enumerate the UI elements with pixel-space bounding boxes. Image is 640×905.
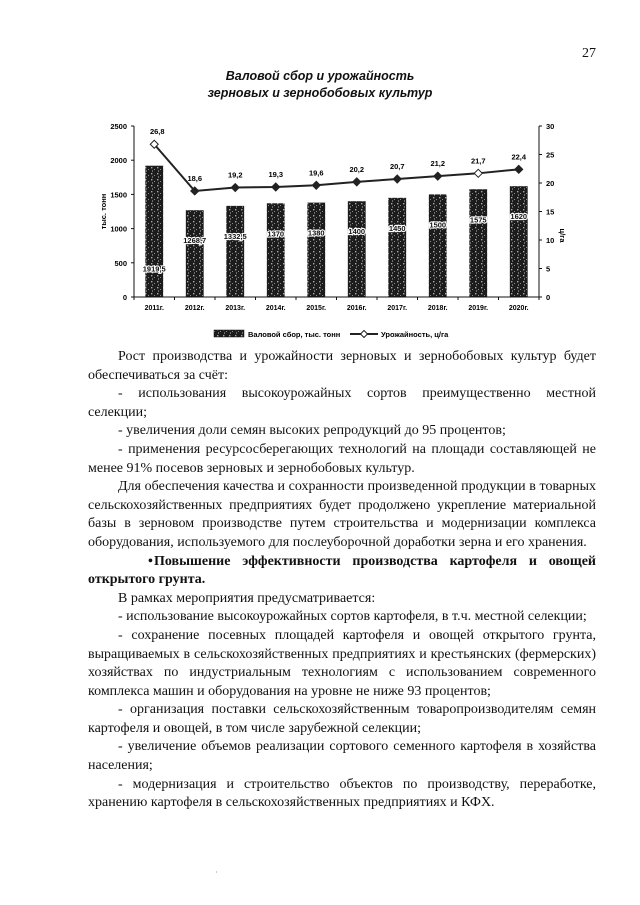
list-item: - организация поставки сельскохозяйственным товаропроизводителям семян картофеля и овощей, в том числе зарубежной селекции;	[88, 702, 596, 736]
chart-title	[0, 68, 640, 102]
line-point	[272, 183, 280, 191]
y-tick-label: 1500	[110, 190, 127, 200]
footer-mark: ·	[215, 868, 218, 877]
list-item: - сохранение посевных площадей картофеля и овощей открытого грунта, выращиваемых в сельскохозяйственных предприятиях и крестьянских (фермерских) хозяйствах по индустриальным технологиям с использованием современного комплекса машин и оборудования на уровне не ниже 93 процентов;	[88, 627, 596, 699]
y-tick-label: 2000	[110, 156, 127, 166]
list-item: - модернизация и строительство объектов по производству, переработке, хранению картофеля в сельскохозяйственных предприятиях и КФХ.	[88, 776, 596, 811]
line-value-label: 19,2	[227, 170, 243, 180]
bar	[186, 210, 204, 297]
line-point	[312, 181, 320, 189]
y2-tick-label: 0	[546, 293, 551, 302]
bar-value-label: 1575	[469, 215, 487, 225]
bullet-icon: •	[148, 553, 153, 569]
y2-tick-label: 5	[546, 264, 551, 274]
bar-value-label: 1380	[307, 228, 325, 238]
list-item: - использования высокоурожайных сортов преимущественно местной селекции;	[88, 386, 596, 420]
y2-tick-label: 25	[546, 150, 555, 160]
paragraph: Рост производства и урожайности зерновых и зернобобовых культур будет обеспечиваться за счёт:	[88, 349, 596, 383]
line-value-label: 20,2	[349, 164, 365, 174]
bar-value-label: 1268,7	[183, 236, 207, 246]
bar-value-label: 1370	[267, 229, 285, 239]
y2-tick-label: 20	[546, 179, 555, 188]
y-axis-label: тыс. тонн	[99, 193, 108, 230]
line-value-label: 26,8	[149, 127, 165, 137]
x-tick-label: 2017г.	[387, 305, 408, 312]
x-tick-label: 2018г.	[427, 305, 448, 312]
list-item: - использование высокоурожайных сортов картофеля, в т.ч. местной селекции;	[118, 609, 587, 625]
section-heading-text: Повышение эффективности производства картофеля и овощей открытого грунта.	[88, 553, 596, 588]
bar	[145, 166, 163, 297]
chart-title-line-1: Валовой сбор и урожайность	[225, 69, 415, 83]
x-tick-label: 2013г.	[225, 305, 246, 312]
x-tick-label: 2020г.	[508, 305, 529, 312]
y2-axis-label: ц/га	[558, 228, 567, 243]
x-tick-label: 2015г.	[306, 305, 327, 312]
bar-value-label: 1450	[388, 223, 406, 233]
y-tick-label: 500	[114, 258, 127, 268]
line-value-label: 22,4	[511, 152, 527, 162]
y-tick-label: 0	[122, 293, 127, 302]
y2-tick-label: 30	[546, 122, 555, 131]
line-value-label: 19,6	[308, 168, 324, 178]
bar	[388, 198, 406, 297]
line-point	[474, 169, 482, 177]
x-tick-label: 2014г.	[265, 305, 286, 312]
line-point	[231, 184, 239, 192]
legend-bar-swatch	[214, 330, 244, 337]
line-value-label: 20,7	[389, 162, 405, 172]
paragraph: В рамках мероприятия предусматривается:	[118, 590, 376, 606]
x-tick-label: 2016г.	[346, 305, 367, 312]
chart	[96, 112, 566, 344]
line-point	[353, 178, 361, 186]
y-tick-label: 1000	[110, 224, 127, 234]
legend-line-label: Урожайность, ц/га	[381, 330, 449, 339]
y2-tick-label: 10	[546, 236, 555, 245]
legend-bar-label: Валовой сбор, тыс. тонн	[248, 330, 341, 339]
x-tick-label: 2012г.	[184, 305, 205, 312]
paragraph: Для обеспечения качества и сохранности произведенной продукции в товарных сельскохозяйственных предприятиях будет продолжено укрепление материальной базы в зерновом производстве путем строительства и модернизации комплекса оборудования, используемого для послеуборочной доработки зерна и его хранения.	[88, 479, 596, 550]
bar	[429, 194, 447, 297]
chart-title-line-2: зерновых и зернобобовых культур	[207, 86, 433, 100]
y2-tick-label: 15	[546, 207, 555, 217]
bar-value-label: 1400	[348, 227, 366, 237]
body-text	[88, 348, 596, 813]
bar	[307, 203, 325, 297]
list-item: - увеличения доли семян высоких репродукций до 95 процентов;	[118, 423, 506, 439]
bar-value-label: 1919,5	[142, 264, 166, 274]
bar-value-label: 1500	[429, 220, 447, 230]
bar-value-label: 1332,5	[223, 231, 247, 241]
yield-line	[154, 144, 519, 191]
line-value-label: 21,2	[430, 159, 446, 169]
legend-line-marker	[361, 331, 368, 338]
x-tick-label: 2011г.	[144, 305, 164, 312]
section-heading	[88, 553, 596, 590]
line-point	[515, 165, 523, 173]
list-item: - увеличение объемов реализации сортового семенного картофеля в хозяйства населения;	[88, 739, 596, 774]
y-tick-label: 2500	[110, 122, 127, 131]
bar	[469, 189, 487, 297]
line-point	[393, 175, 401, 183]
line-value-label: 19,3	[268, 169, 284, 179]
line-value-label: 21,7	[470, 156, 486, 166]
list-item: - применения ресурсосберегающих технологий на площади составляющей не менее 91% посевов зерновых и зернобобовых культур.	[88, 441, 596, 476]
line-point	[434, 172, 442, 180]
bar	[226, 206, 244, 297]
bar-value-label: 1620	[510, 212, 528, 222]
line-value-label: 18,6	[187, 173, 203, 183]
bar	[348, 201, 366, 297]
bar	[267, 203, 285, 297]
x-tick-label: 2019г.	[468, 305, 489, 312]
page-number: 27	[582, 46, 596, 61]
bar	[510, 186, 528, 297]
